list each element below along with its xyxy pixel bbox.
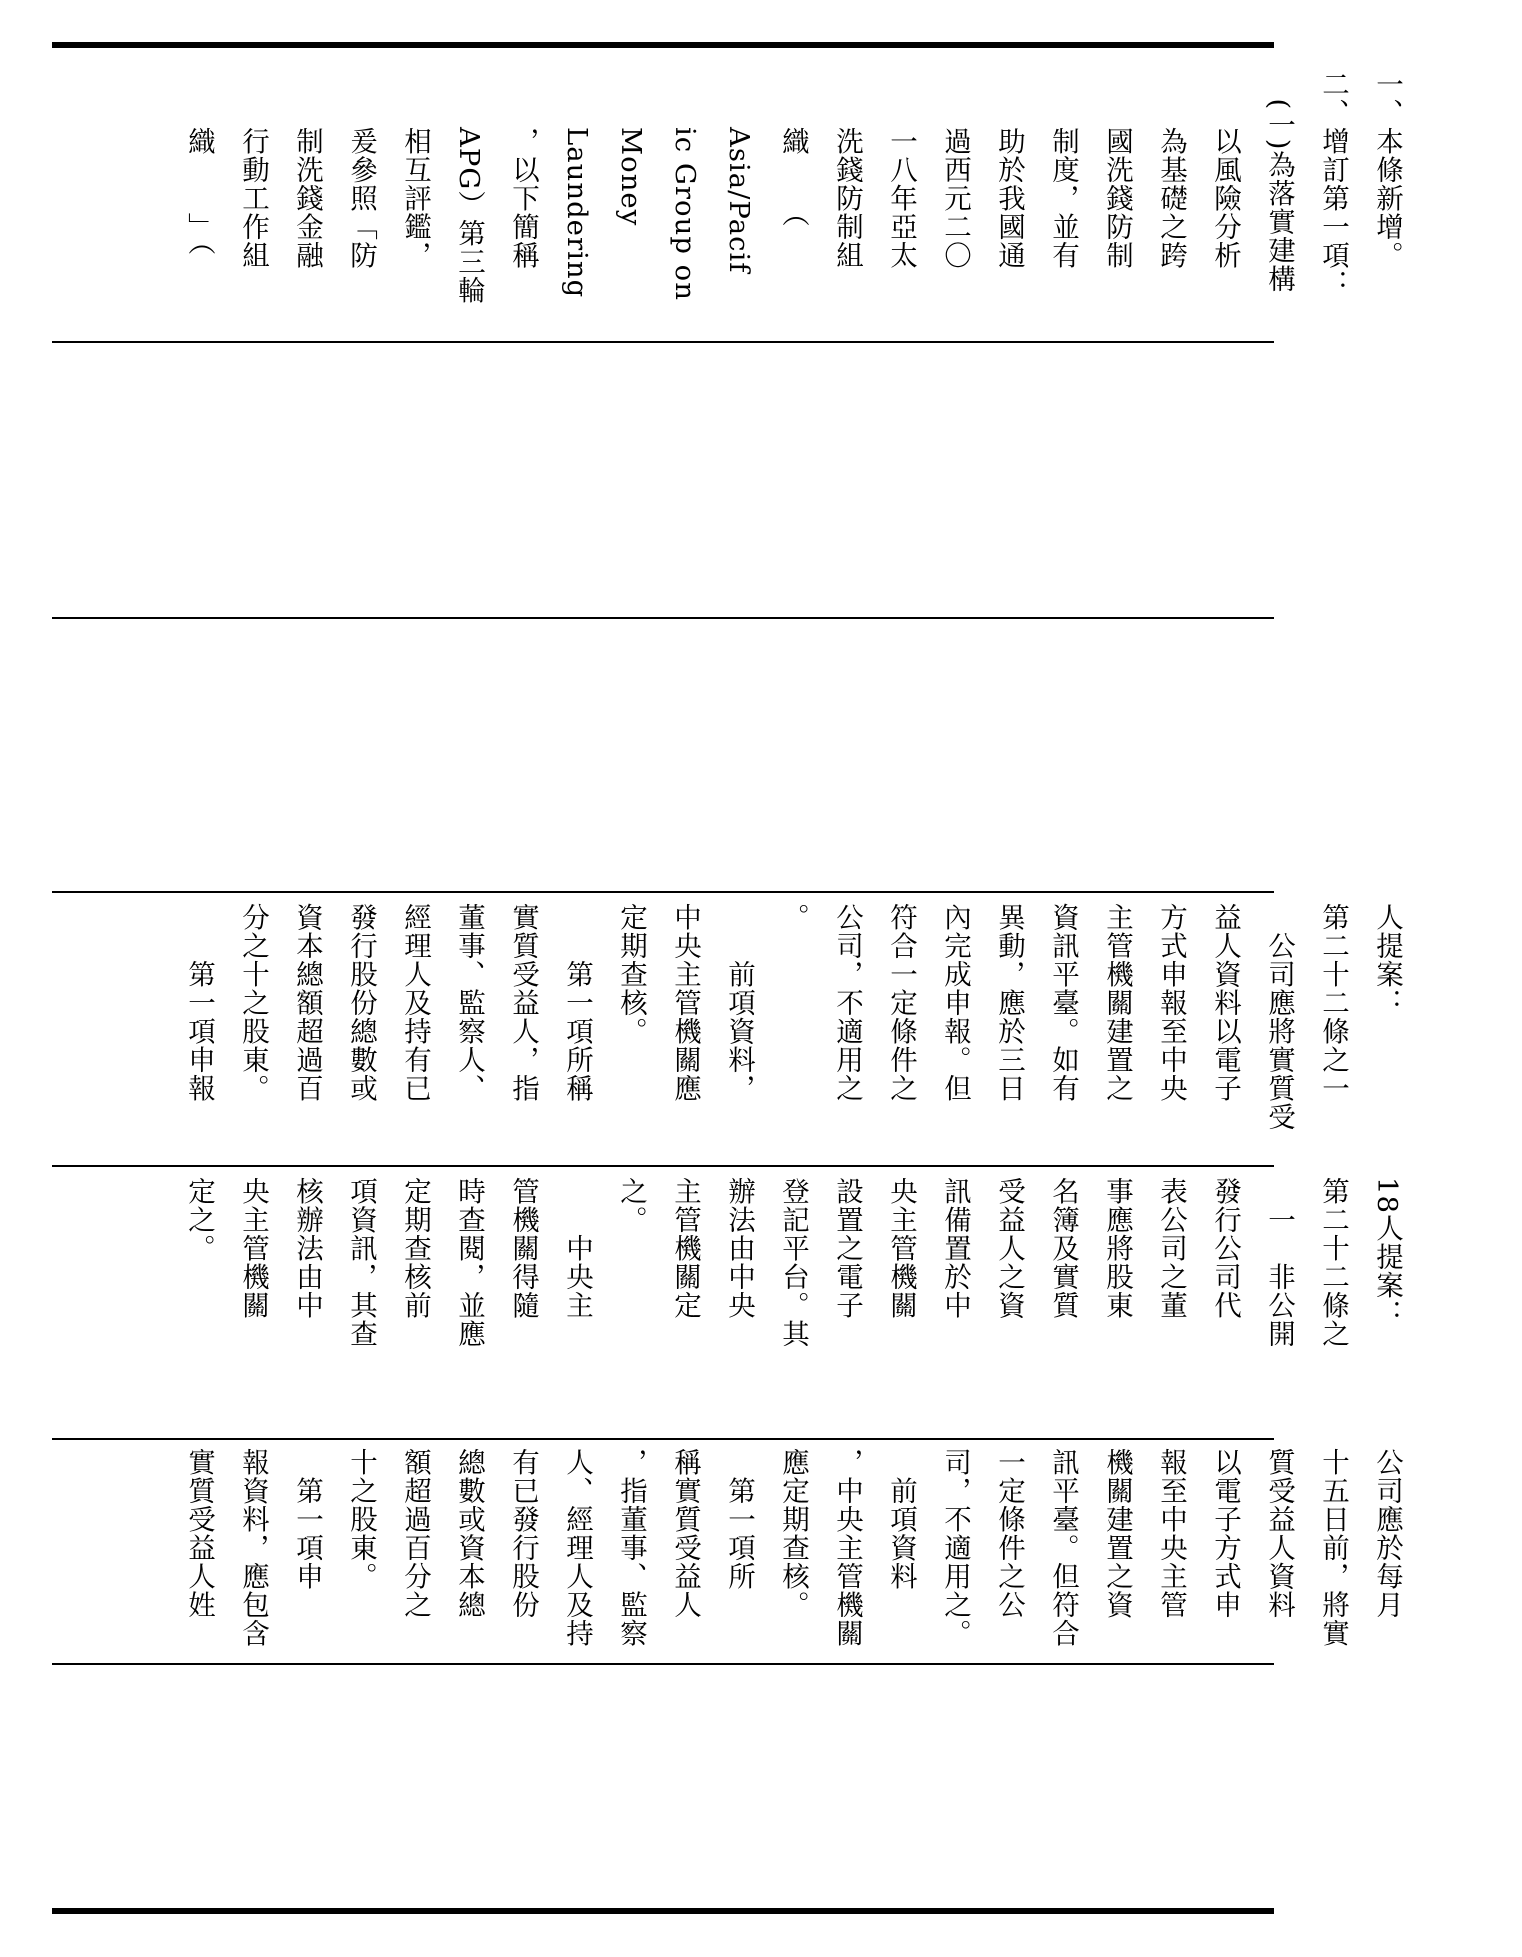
original-line: 額超過百分之: [399, 1448, 431, 1619]
explanation-line: Asia/Pacif: [723, 70, 755, 274]
original-line: ，指董事、監察: [615, 1448, 647, 1648]
proposal-a-line: 定之。: [183, 1177, 215, 1263]
explanation-line: 國洗錢防制: [1101, 70, 1133, 270]
proposal-a-line: 項資訊，其查: [345, 1177, 377, 1348]
proposal-b-line: 定期查核。: [615, 903, 647, 1046]
proposal-b-line: 實質受益人，指: [507, 903, 539, 1103]
original-line: 十五日前，將實: [1317, 1448, 1349, 1648]
explanation-line: 一、本條新增。: [1371, 70, 1403, 270]
original-line: 司，不適用之。: [939, 1448, 971, 1648]
proposal-b-line: 人提案：: [1371, 903, 1403, 1017]
row-divider-3: [52, 891, 1274, 893]
explanation-line: Money: [615, 70, 647, 227]
explanation-line: 二、增訂第一項：: [1317, 70, 1349, 298]
proposal-a-line: 辦法由中央: [723, 1177, 755, 1320]
explanation-line: 制度，並有: [1047, 70, 1079, 270]
proposal-a-line: 事應將股東: [1101, 1177, 1133, 1320]
explanation-line: 行動工作組: [237, 70, 269, 270]
proposal-a-line: 央主管機關: [237, 1177, 269, 1320]
explanation-line: 織 （: [777, 70, 809, 228]
row-divider-6: [52, 1663, 1274, 1665]
proposal-b-line: 第一項所稱: [561, 903, 593, 1103]
proposal-b-line: 經理人及持有已: [399, 903, 431, 1103]
explanation-line: ic Group on: [669, 70, 701, 301]
proposal-a-line: 管機關得隨: [507, 1177, 539, 1320]
proposal-b-line: 方式申報至中央: [1155, 903, 1187, 1103]
explanation-line: ，以下簡稱: [507, 70, 539, 270]
original-line: 前項資料: [885, 1448, 917, 1591]
proposal-a-line: 受益人之資: [993, 1177, 1025, 1320]
explanation-column: [64, 70, 1522, 332]
row-divider-1: [52, 341, 1274, 343]
original-line: 公司應於每月: [1371, 1448, 1403, 1619]
proposal-a-line: 之。: [615, 1177, 647, 1234]
proposal-b-line: 符合一定條件之: [885, 903, 917, 1103]
proposal-a-line: 訊備置於中: [939, 1177, 971, 1320]
explanation-text: [172, 70, 1414, 332]
proposal-b-line: 資訊平臺。如有: [1047, 903, 1079, 1103]
proposal-a-line: 央主管機關: [885, 1177, 917, 1320]
proposal-b-line: 益人資料以電子: [1209, 903, 1241, 1103]
proposal-b-line: 分之十之股東。: [237, 903, 269, 1103]
proposal-b-line: 主管機關建置之: [1101, 903, 1133, 1103]
proposal-a-line: 核辦法由中: [291, 1177, 323, 1320]
explanation-line: Laundering: [561, 70, 593, 299]
proposal-b-line: 第一項申報: [183, 903, 215, 1103]
explanation-line: 爰參照「防: [345, 70, 377, 270]
proposal-a-line: 一 非公開: [1263, 1177, 1295, 1348]
explanation-line: 一八年亞太: [885, 70, 917, 270]
original-line: 報至中央主管: [1155, 1448, 1187, 1619]
original-text-column: [64, 1448, 1522, 1656]
proposal-a-line: 發行公司代: [1209, 1177, 1241, 1320]
explanation-line: 為基礎之跨: [1155, 70, 1187, 270]
proposal-a-line: 表公司之董: [1155, 1177, 1187, 1320]
explanation-line: APG）第三輪: [453, 70, 485, 305]
row-divider-2: [52, 617, 1274, 619]
proposal-b-line: 資本總額超過百: [291, 903, 323, 1103]
proposal-b-line: 第二十二條之一: [1317, 903, 1349, 1103]
proposal-b-line: 公司，不適用之: [831, 903, 863, 1103]
original-line: 一定條件之公: [993, 1448, 1025, 1619]
explanation-line: 相互評鑑，: [399, 70, 431, 270]
original-line: 訊平臺。但符合: [1047, 1448, 1079, 1648]
proposal-a-line: 中央主: [561, 1177, 593, 1320]
original-line: 稱實質受益人: [669, 1448, 701, 1619]
proposal-b-line: 董事、監察人、: [453, 903, 485, 1103]
proposal-b-line: 中央主管機關應: [669, 903, 701, 1103]
explanation-line: 過西元二〇: [939, 70, 971, 270]
original-line: 應定期查核。: [777, 1448, 809, 1619]
explanation-line: 制洗錢金融: [291, 70, 323, 270]
top-border: [52, 42, 1274, 48]
explanation-line: (一)為落實建構: [1263, 70, 1295, 293]
explanation-line: 洗錢防制組: [831, 70, 863, 270]
original-line: 機關建置之資: [1101, 1448, 1133, 1619]
row-divider-5: [52, 1438, 1274, 1440]
original-line: 有已發行股份: [507, 1448, 539, 1619]
proposal-a-line: 名簿及實質: [1047, 1177, 1079, 1320]
proposal-b-column: [64, 903, 1522, 1158]
original-line: ，中央主管機關: [831, 1448, 863, 1648]
proposal-b-line: 。: [777, 903, 809, 932]
original-line: 實質受益人姓: [183, 1448, 215, 1619]
explanation-line: 織 」（: [183, 70, 215, 256]
proposal-a-line: 登記平台。其: [777, 1177, 809, 1348]
original-line: 人、經理人及持: [561, 1448, 593, 1648]
proposal-a-text: [172, 1177, 1414, 1432]
proposal-a-line: 定期查核前: [399, 1177, 431, 1320]
proposal-a-line: 主管機關定: [669, 1177, 701, 1320]
original-line: 報資料，應包含: [237, 1448, 269, 1648]
original-line: 十之股東。: [345, 1448, 377, 1591]
proposal-a-line: 18人提案：: [1371, 1177, 1403, 1328]
proposal-b-line: 公司應將實質受: [1263, 903, 1295, 1131]
proposal-b-line: 前項資料，: [723, 903, 755, 1103]
original-line: 質受益人資料: [1263, 1448, 1295, 1619]
proposal-b-text: [172, 903, 1414, 1158]
proposal-b-line: 內完成申報。但: [939, 903, 971, 1103]
explanation-line: 以風險分析: [1209, 70, 1241, 270]
row-divider-4: [52, 1165, 1274, 1167]
original-line: 第一項申: [291, 1448, 323, 1591]
proposal-a-column: [64, 1177, 1522, 1432]
proposal-b-line: 異動，應於三日: [993, 903, 1025, 1103]
original-text: [172, 1448, 1414, 1656]
explanation-line: 助於我國通: [993, 70, 1025, 270]
proposal-a-line: 時查閱，並應: [453, 1177, 485, 1348]
proposal-b-line: 發行股份總數或: [345, 903, 377, 1103]
original-line: 以電子方式申: [1209, 1448, 1241, 1619]
proposal-a-line: 設置之電子: [831, 1177, 863, 1320]
proposal-a-line: 第二十二條之: [1317, 1177, 1349, 1348]
original-line: 第一項所: [723, 1448, 755, 1591]
bottom-border: [52, 1908, 1274, 1914]
original-line: 總數或資本總: [453, 1448, 485, 1619]
